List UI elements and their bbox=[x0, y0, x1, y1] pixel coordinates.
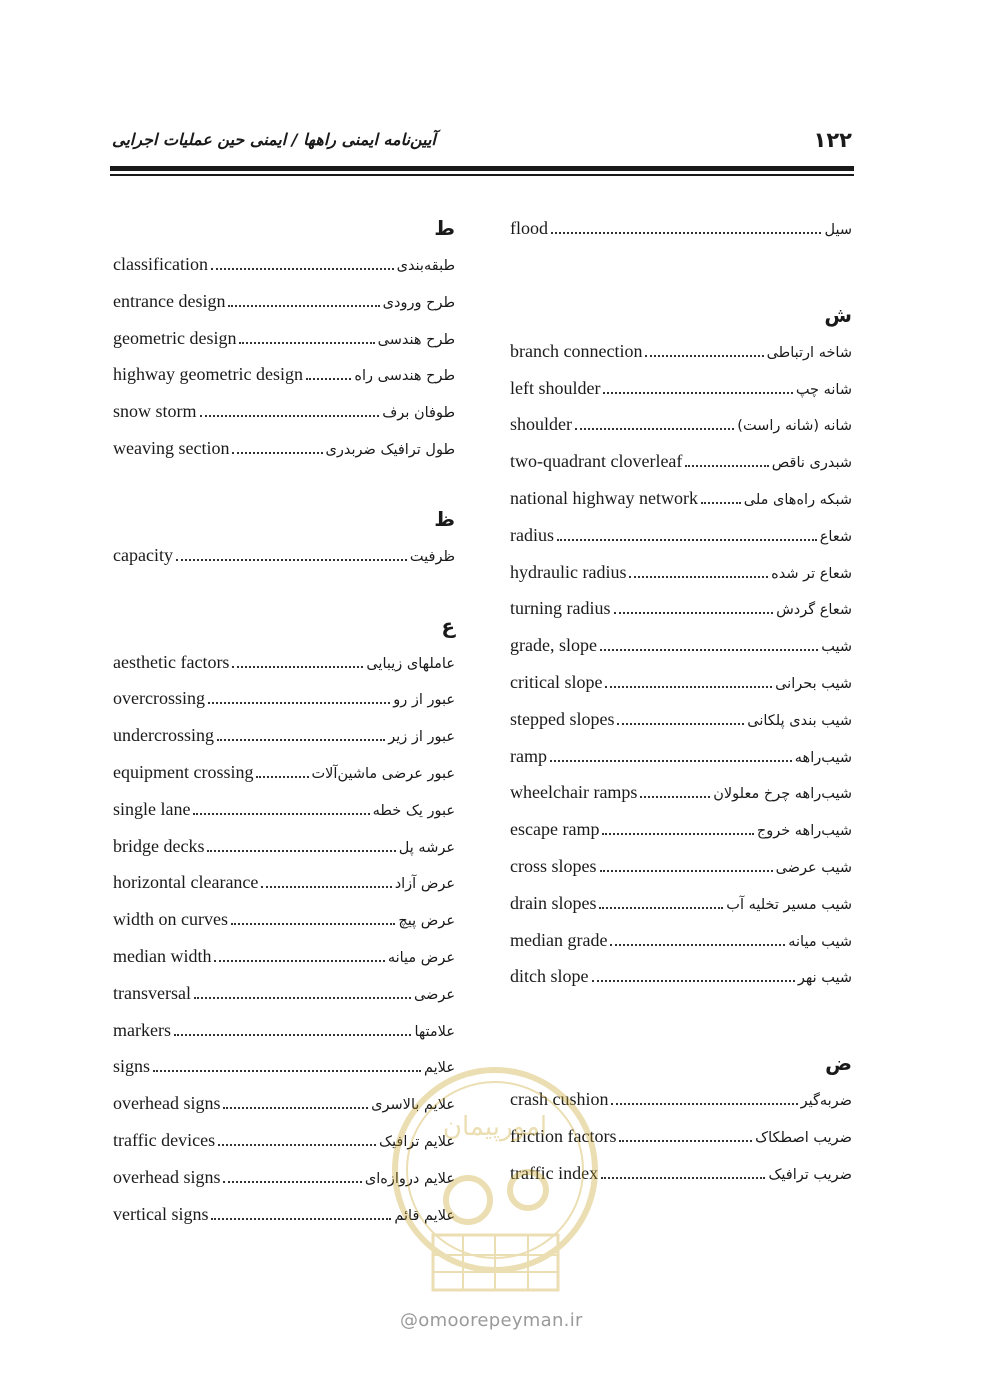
glossary-entry bbox=[510, 774, 852, 811]
leader-dots bbox=[306, 364, 351, 380]
entry-list bbox=[510, 333, 852, 995]
leader-dots bbox=[600, 635, 818, 651]
english-term: branch connection bbox=[510, 340, 643, 361]
persian-term: شیب عرضی bbox=[775, 859, 852, 876]
english-term: classification bbox=[113, 254, 208, 274]
english-term: overcrossing bbox=[113, 688, 205, 709]
english-term: cross slopes bbox=[510, 855, 597, 876]
glossary-entry bbox=[510, 554, 852, 591]
leader-dots bbox=[218, 1130, 376, 1146]
section-letter: ض bbox=[825, 1051, 852, 1076]
english-term: grade, slope bbox=[510, 635, 597, 656]
english-term: left shoulder bbox=[510, 377, 601, 398]
english-term: capacity bbox=[113, 544, 173, 565]
glossary-entry bbox=[510, 922, 852, 959]
persian-term: شیب بحرانی bbox=[775, 675, 852, 692]
english-term: width on curves bbox=[113, 909, 228, 930]
english-term: bridge decks bbox=[113, 835, 205, 856]
leader-dots bbox=[194, 983, 411, 999]
english-term: wheelchair ramps bbox=[510, 782, 638, 803]
running-title: آیین‌نامه ایمنی راهها / ایمنی حین عملیات اجرایی bbox=[112, 130, 436, 149]
english-term: overhead signs bbox=[113, 1166, 221, 1187]
persian-term: شیب‌راهه bbox=[794, 749, 852, 766]
persian-term: ظرفیت bbox=[409, 548, 455, 565]
english-term: horizontal clearance bbox=[113, 872, 259, 893]
page-number: ۱۲۲ bbox=[813, 128, 852, 152]
glossary-column-right bbox=[510, 210, 852, 1192]
leader-dots bbox=[599, 893, 723, 909]
glossary-entry bbox=[510, 664, 852, 701]
persian-term: عبور از رو bbox=[393, 692, 455, 709]
glossary-entry bbox=[510, 210, 852, 247]
leader-dots bbox=[211, 254, 394, 270]
english-term: signs bbox=[113, 1056, 151, 1077]
leader-dots bbox=[153, 1056, 421, 1072]
english-term: traffic index bbox=[510, 1162, 599, 1183]
persian-term: شعاع bbox=[819, 528, 852, 545]
leader-dots bbox=[551, 218, 821, 234]
persian-term: شبکه راه‌های ملی bbox=[743, 491, 852, 508]
leader-dots bbox=[232, 652, 363, 668]
section-letter: ش bbox=[824, 302, 852, 327]
english-term: weaving section bbox=[113, 437, 230, 458]
persian-term: شیب میانه bbox=[788, 933, 852, 950]
persian-term: ضربه‌گیر bbox=[800, 1093, 852, 1110]
persian-term: شیب نهر bbox=[797, 970, 852, 987]
leader-dots bbox=[228, 291, 379, 307]
persian-term: علامتها bbox=[414, 1023, 455, 1040]
glossary-entry bbox=[113, 754, 455, 791]
leader-dots bbox=[640, 782, 710, 798]
glossary-entry bbox=[113, 283, 455, 320]
glossary-entry bbox=[113, 938, 455, 975]
glossary-entry bbox=[510, 958, 852, 995]
english-term: national highway network bbox=[510, 487, 698, 508]
leader-dots bbox=[619, 1126, 752, 1142]
glossary-entry bbox=[510, 370, 852, 407]
english-term: hydraulic radius bbox=[510, 561, 627, 582]
leader-dots bbox=[602, 819, 753, 835]
english-term: single lane bbox=[113, 798, 191, 819]
leader-dots bbox=[217, 725, 385, 741]
leader-dots bbox=[207, 836, 395, 852]
english-term: ramp bbox=[510, 745, 547, 766]
persian-term: شیب bbox=[821, 639, 852, 656]
english-term: shoulder bbox=[510, 414, 572, 435]
leader-dots bbox=[600, 856, 773, 872]
english-term: transversal bbox=[113, 982, 191, 1003]
english-term: snow storm bbox=[113, 401, 197, 422]
glossary-entry bbox=[113, 791, 455, 828]
leader-dots bbox=[223, 1167, 361, 1183]
glossary-entry bbox=[113, 680, 455, 717]
leader-dots bbox=[592, 966, 795, 982]
glossary-entry bbox=[510, 848, 852, 885]
english-term: geometric design bbox=[113, 327, 237, 348]
persian-term: طرح هندسی راه bbox=[354, 368, 455, 385]
persian-term: طول ترافیک ضربدری bbox=[325, 441, 455, 458]
leader-dots bbox=[200, 401, 380, 417]
leader-dots bbox=[701, 488, 741, 504]
english-term: escape ramp bbox=[510, 819, 600, 840]
persian-term: طبقه‌بندی bbox=[396, 258, 455, 274]
glossary-entry bbox=[113, 537, 455, 574]
persian-term: عرض پیچ bbox=[398, 913, 455, 930]
leader-dots bbox=[193, 799, 369, 815]
english-term: highway geometric design bbox=[113, 364, 303, 385]
persian-term: طوفان برف bbox=[382, 405, 455, 422]
persian-term: علایم بالاسری bbox=[371, 1097, 455, 1114]
leader-dots bbox=[261, 872, 391, 888]
persian-term: شیب‌راهه خروج bbox=[756, 823, 852, 840]
persian-term: شانه چپ bbox=[795, 381, 852, 398]
leader-dots bbox=[645, 341, 763, 357]
section-letter: ع bbox=[441, 613, 455, 638]
persian-term: عبور یک خطه bbox=[372, 802, 455, 819]
glossary-entry bbox=[510, 333, 852, 370]
persian-term: شیب‌راهه چرخ معلولان bbox=[713, 786, 852, 803]
leader-dots bbox=[605, 672, 772, 688]
glossary-entry bbox=[113, 717, 455, 754]
glossary-entry bbox=[113, 901, 455, 938]
english-term: radius bbox=[510, 524, 554, 545]
persian-term: عرض آزاد bbox=[394, 876, 455, 893]
leader-dots bbox=[610, 930, 785, 946]
persian-term: عاملهای زیبایی bbox=[366, 655, 455, 672]
section-letter: ط bbox=[434, 216, 455, 240]
leader-dots bbox=[256, 762, 308, 778]
persian-term: عبور عرضی ماشین‌آلات bbox=[311, 765, 455, 782]
english-term: traffic devices bbox=[113, 1129, 216, 1150]
persian-term: طرح هندسی bbox=[377, 331, 455, 348]
glossary-entry bbox=[510, 406, 852, 443]
glossary-entry bbox=[510, 443, 852, 480]
english-term: median width bbox=[113, 945, 212, 966]
leader-dots bbox=[557, 525, 817, 541]
glossary-entry bbox=[510, 701, 852, 738]
glossary-entry bbox=[510, 811, 852, 848]
leader-dots bbox=[239, 328, 374, 344]
persian-term: شانه (شانه راست) bbox=[737, 418, 852, 435]
english-term: critical slope bbox=[510, 671, 603, 692]
watermark-logo-icon bbox=[388, 1060, 603, 1310]
persian-term: ضریب ترافیک bbox=[768, 1166, 852, 1183]
persian-term: شیب مسیر تخلیه آب bbox=[726, 896, 852, 913]
section-letter: ظ bbox=[434, 506, 455, 531]
glossary-entry bbox=[510, 480, 852, 517]
english-term: median grade bbox=[510, 929, 608, 950]
english-term: two-quadrant cloverleaf bbox=[510, 451, 683, 472]
glossary-entry bbox=[113, 393, 455, 430]
leader-dots bbox=[211, 1204, 391, 1220]
leader-dots bbox=[614, 598, 774, 614]
leader-dots bbox=[685, 451, 768, 467]
watermark-logo-text: امورپیمان bbox=[442, 1112, 548, 1142]
glossary-entry bbox=[113, 246, 455, 283]
entry-list bbox=[113, 246, 455, 467]
english-term: overhead signs bbox=[113, 1093, 221, 1114]
english-term: markers bbox=[113, 1019, 171, 1040]
header-rule-thick bbox=[110, 166, 854, 171]
persian-term: شعاع گردش bbox=[776, 602, 852, 619]
leader-dots bbox=[611, 1089, 797, 1105]
persian-term: علایم قائم bbox=[394, 1207, 455, 1224]
glossary-entry bbox=[510, 627, 852, 664]
persian-term: علایم ترافیک bbox=[379, 1133, 455, 1150]
leader-dots bbox=[550, 746, 792, 762]
english-term: drain slopes bbox=[510, 892, 597, 913]
persian-term: طرح ورودی bbox=[382, 294, 455, 311]
leader-dots bbox=[214, 946, 384, 962]
leader-dots bbox=[617, 709, 744, 725]
glossary-entry bbox=[510, 885, 852, 922]
leader-dots bbox=[629, 562, 768, 578]
persian-term: شیب بندی پلکانی bbox=[747, 712, 852, 729]
glossary-entry bbox=[113, 864, 455, 901]
glossary-entry bbox=[113, 644, 455, 681]
english-term: friction factors bbox=[510, 1125, 617, 1146]
english-term: crash cushion bbox=[510, 1089, 609, 1110]
persian-term: علایم bbox=[424, 1060, 455, 1077]
page-header bbox=[110, 128, 854, 158]
leader-dots bbox=[603, 378, 792, 394]
glossary-entry bbox=[510, 590, 852, 627]
persian-term: شاخه ارتباطی bbox=[766, 344, 852, 361]
leader-dots bbox=[223, 1093, 368, 1109]
english-term: ditch slope bbox=[510, 966, 589, 987]
glossary-entry bbox=[113, 356, 455, 393]
english-term: flood bbox=[510, 218, 548, 238]
watermark-site: @omoorepeyman.ir bbox=[400, 1310, 583, 1331]
english-term: turning radius bbox=[510, 598, 611, 619]
header-rule-thin bbox=[110, 174, 854, 176]
leader-dots bbox=[575, 414, 734, 430]
persian-term: عرضی bbox=[413, 986, 455, 1003]
glossary-entry bbox=[113, 828, 455, 865]
english-term: equipment crossing bbox=[113, 761, 254, 782]
glossary-entry bbox=[113, 1012, 455, 1049]
english-term: aesthetic factors bbox=[113, 651, 230, 672]
glossary-entry bbox=[510, 517, 852, 554]
english-term: entrance design bbox=[113, 290, 226, 311]
leader-dots bbox=[208, 688, 390, 704]
leader-dots bbox=[231, 909, 395, 925]
persian-term: عبور از زیر bbox=[388, 729, 455, 746]
glossary-entry bbox=[113, 430, 455, 467]
persian-term: عرض میانه bbox=[387, 949, 455, 966]
entry-list bbox=[113, 537, 455, 574]
persian-term: شبدری ناقص bbox=[771, 455, 852, 472]
leader-dots bbox=[176, 545, 407, 561]
persian-term: ضریب اصطکاک bbox=[755, 1129, 852, 1146]
english-term: vertical signs bbox=[113, 1203, 209, 1224]
persian-term: عرشه پل bbox=[398, 839, 455, 856]
english-term: undercrossing bbox=[113, 725, 214, 746]
leader-dots bbox=[174, 1020, 411, 1036]
leader-dots bbox=[601, 1163, 765, 1179]
glossary-entry bbox=[113, 320, 455, 357]
persian-term: سیل bbox=[824, 222, 852, 238]
leader-dots bbox=[232, 438, 322, 454]
glossary-entry bbox=[113, 975, 455, 1012]
english-term: stepped slopes bbox=[510, 708, 615, 729]
persian-term: شعاع تر شده bbox=[771, 565, 852, 582]
persian-term: علایم دروازه‌ای bbox=[364, 1170, 455, 1187]
glossary-entry bbox=[510, 738, 852, 775]
